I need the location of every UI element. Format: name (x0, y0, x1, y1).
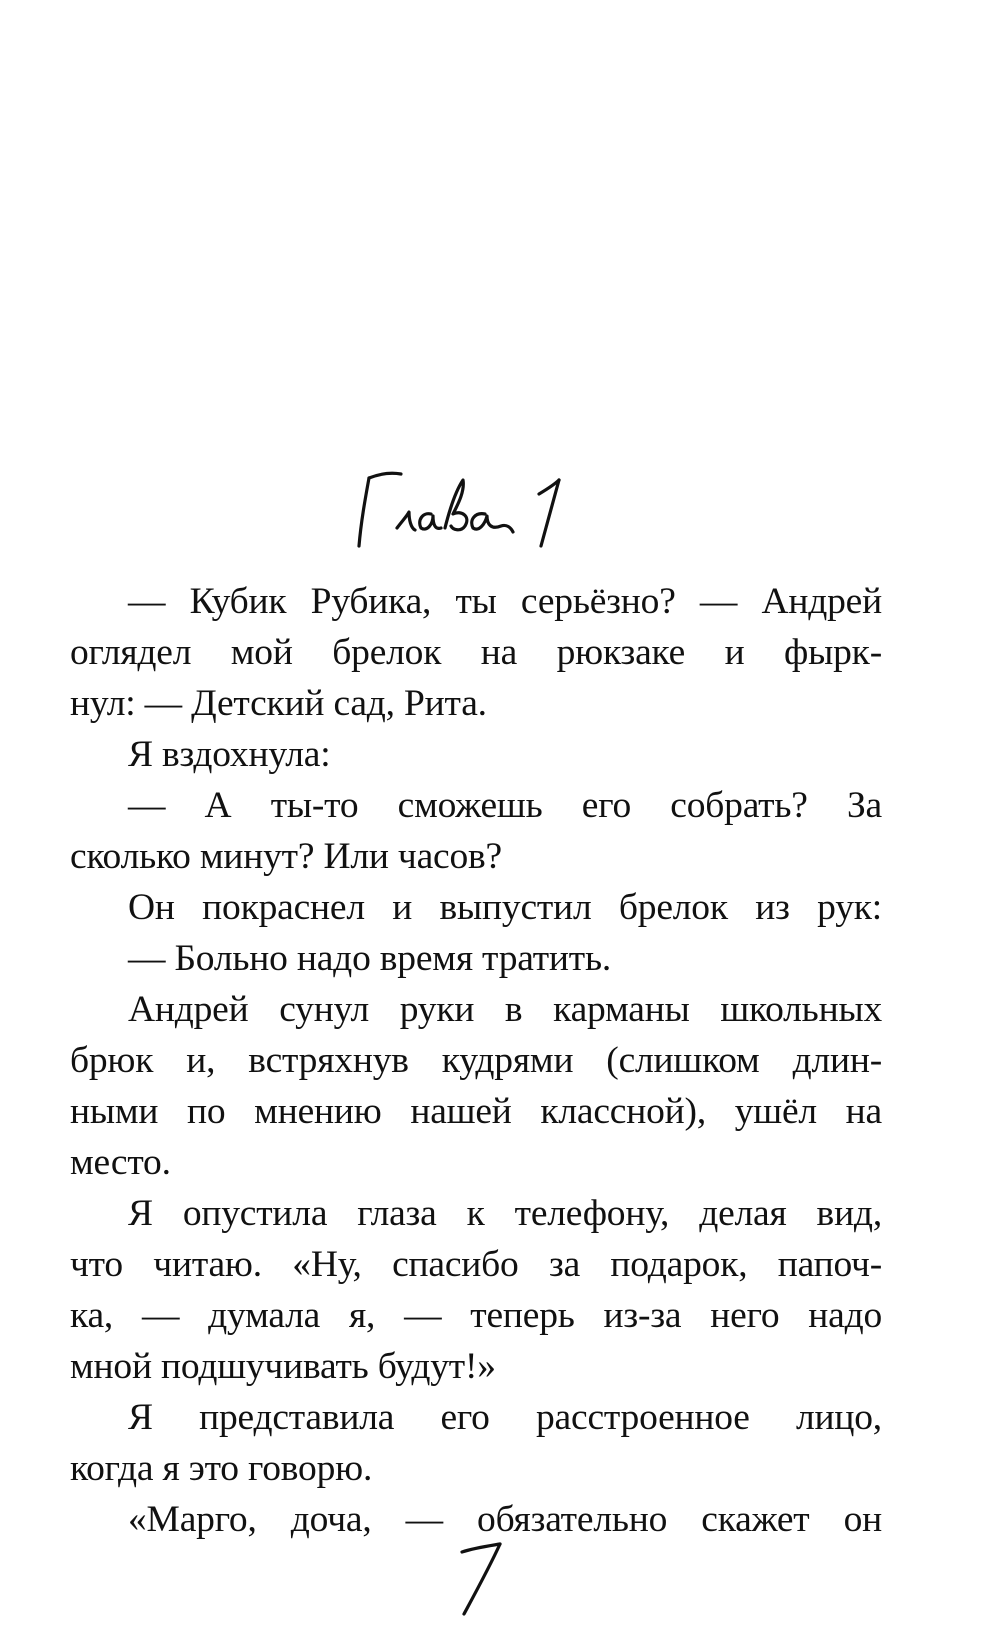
text-line: Андрей сунул руки в карманы школьных (128, 989, 882, 1030)
text-line: — А ты-то сможешь его собрать? За (128, 785, 882, 826)
text-line: оглядел мой брелок на рюкзаке и фырк- (70, 632, 882, 673)
text-line: ка, — думала я, — теперь из-за него надо (70, 1295, 882, 1336)
page-number (440, 1530, 530, 1620)
text-line: «Марго, доча, — обязательно скажет он (128, 1499, 882, 1540)
chapter-title-script (345, 462, 585, 562)
text-line: — Больно надо время тратить. (128, 938, 612, 979)
text-line: Я представила его расстроенное лицо, (128, 1397, 882, 1438)
text-line: сколько минут? Или часов? (70, 836, 502, 877)
text-line: Я вздохнула: (128, 734, 331, 775)
text-line: — Кубик Рубика, ты серьёзно? — Андрей (128, 581, 882, 622)
body-text (70, 576, 882, 1545)
text-line: Он покраснел и выпустил брелок из рук: (128, 887, 882, 928)
page-number-script (440, 1530, 530, 1620)
text-line: ными по мнению нашей классной), ушёл на (70, 1091, 882, 1132)
text-line: что читаю. «Ну, спасибо за подарок, папоч- (70, 1244, 882, 1285)
chapter-heading (0, 462, 1000, 562)
text-line: мной подшучивать будут!» (70, 1346, 496, 1387)
text-line: нул: — Детский сад, Рита. (70, 683, 487, 724)
chapter-title-text (0, 462, 1, 463)
text-line: когда я это говорю. (70, 1448, 373, 1489)
text-line: брюк и, встряхнув кудрями (слишком длин- (70, 1040, 882, 1081)
text-line: Я опустила глаза к телефону, делая вид, (128, 1193, 882, 1234)
text-line: место. (70, 1142, 171, 1183)
